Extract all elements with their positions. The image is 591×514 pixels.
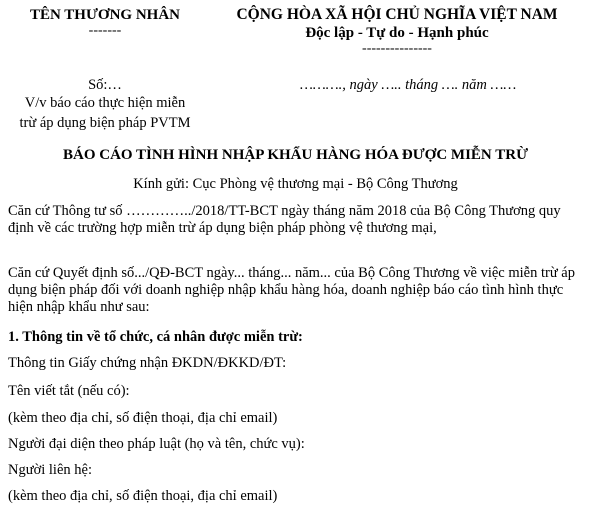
- info-line-short-name: Tên viết tắt (nếu có):: [8, 383, 130, 399]
- recipient: Kính gửi: Cục Phòng vệ thương mại - Bộ Công Thương: [133, 176, 458, 192]
- info-line-contact-person: Người liên hệ:: [8, 462, 92, 478]
- report-title: BÁO CÁO TÌNH HÌNH NHẬP KHẨU HÀNG HÓA ĐƯỢC MIỄN TRỪ: [62, 147, 529, 163]
- motto-separator: ---------------: [362, 41, 432, 56]
- info-line-contact-person-details: (kèm theo địa chỉ, số điện thoại, địa chỉ email): [8, 488, 278, 504]
- document-number: Số:…: [88, 77, 122, 93]
- section-1-heading: 1. Thông tin về tổ chức, cá nhân được miễn trừ:: [8, 329, 303, 345]
- org-separator: -------: [88, 23, 122, 38]
- paragraph-legal-basis-1: Căn cứ Thông tư số …………../2018/TT-BCT ngày tháng năm 2018 của Bộ Công Thương quy định về các trường hợp miễn trừ áp dụng biện pháp phòng vệ thương mại,: [8, 203, 561, 236]
- subject-line-1: V/v báo cáo thực hiện miễn: [24, 95, 186, 111]
- date-line: ………., ngày ….. tháng …. năm ……: [300, 77, 517, 93]
- info-line-contact-details: (kèm theo địa chỉ, số điện thoại, địa chỉ email): [8, 410, 278, 426]
- paragraph-legal-basis-2: Căn cứ Quyết định số.../QĐ-BCT ngày... tháng... năm... của Bộ Công Thương về việc miễn trừ áp dụng biện pháp đối với doanh nghiệp nhập khẩu hàng hóa, doanh nghiệp báo cáo tình hình thực hiện nhập khẩu như sau:: [8, 265, 575, 315]
- org-name: TÊN THƯƠNG NHÂN: [29, 7, 180, 23]
- info-line-registration: Thông tin Giấy chứng nhận ĐKDN/ĐKKD/ĐT:: [8, 355, 287, 371]
- info-line-legal-representative: Người đại diện theo pháp luật (họ và tên, chức vụ):: [8, 436, 305, 452]
- motto: Độc lập - Tự do - Hạnh phúc: [305, 25, 489, 41]
- subject-line-2: trừ áp dụng biện pháp PVTM: [19, 115, 191, 131]
- nation-heading: CỘNG HÒA XÃ HỘI CHỦ NGHĨA VIỆT NAM: [236, 6, 558, 23]
